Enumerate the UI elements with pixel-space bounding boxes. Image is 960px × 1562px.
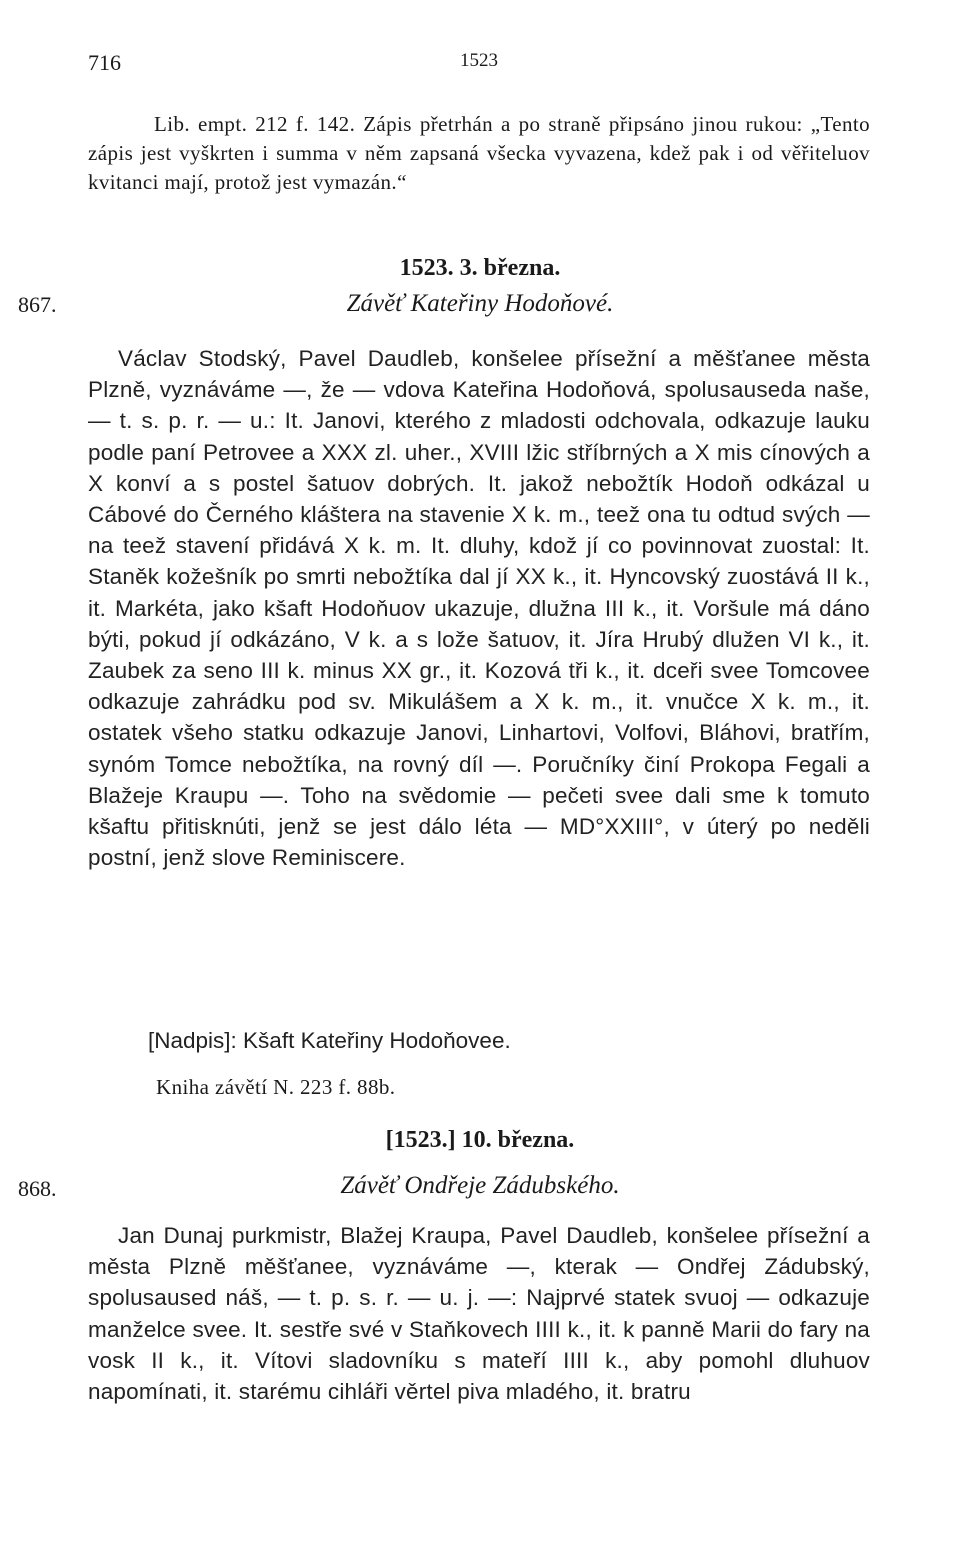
entry-868-paragraph: Jan Dunaj purkmistr, Blažej Kraupa, Pavel Daudleb, konšelee přísežní a města Plzně měšťanee, vyznáváme —, kterak — Ondřej Zádubský, spolusaused náš, — t. p. s. r. — u. j. —: Najprvé statek svuoj — odkazuje manželce svee. It. sestře své v Staňkovech IIII k., it. k panně Marii do fary na vosk II k., it. Vítovi sladovníku s mateří IIII k., aby pomohl dluhuov napomínati, it. starému cihláři věrtel piva mladého, it. bratru — [88, 1223, 870, 1405]
entry-867-number: 867. — [18, 292, 57, 317]
entry-867-paragraph: Václav Stodský, Pavel Daudleb, konšelee přísežní a měšťanee města Plzně, vyznáváme —, že — vdova Kateřina Hodoňová, spolusauseda naše, — t. s. p. r. — u.: It. Janovi, kterého z mladosti odchovala, odkazuje lauku podle paní Petrovee a XXX zl. uher., XVIII lžic stříbrných a X mis cínových a X konví a s postel šatuov dobrých. It. jakož nebožtík Hodoň odkázal u Cábové do Černého kláštera na stavenie X k. m., teež ona tu odtud svých — na teež stavení přidává X k. m. It. dluhy, kdož jí co povinnovat zuostal: It. Staněk kožešník po smrti nebožtíka dal jí XX k., it. Hyncovský zuostává II k., it. Markéta, jako kšaft Hodoňuov ukazuje, dlužna III k., it. Voršule má dáno býti, pokud jí odkázáno, V k. a s lože šatuov, it. Jíra Hrubý dlužen VI k., it. Zaubek za seno III k. minus XX gr., it. Kozová tři k., it. dceři svee Tomcovee odkazuje zahrádku pod sv. Mikulášem a X k. m., it. vnučce X k. m., it. ostatek všeho statku odkazuje Janovi, Linhartovi, Volfovi, Bláhovi, bratřím, synóm Tomce nebožtíka, na rovný díl —. Poručníky činí Prokopa Fegali a Blažeje Kraupu —. Toho na svědomie — pečeti svee dali sme k tomuto kšaftu přitisknúti, jenž se jest dálo léta — MD°XXIII°, v úterý po neděli postní, jenž slove Reminiscere. — [88, 346, 870, 871]
entry-867-inscription: [Nadpis]: Kšaft Kateřiny Hodoňovee. — [148, 1028, 511, 1053]
entry-868-title: Závěť Ondřeje Zádubského. — [340, 1172, 620, 1199]
entry-867-title: Závěť Kateřiny Hodoňové. — [346, 290, 614, 317]
entry-867-text — [88, 343, 870, 873]
entry-868-text — [88, 1220, 870, 1407]
running-head-year: 1523 — [460, 50, 498, 71]
page-header — [88, 50, 870, 80]
page-number: 716 — [88, 50, 121, 75]
note-paragraph: Lib. empt. 212 f. 142. Zápis přetrhán a po straně připsáno jinou rukou: „Tento zápis jest vyškrten i summa v něm zapsaná všecka vyvazena, kdež pak i od věřiteluov kvitanci mají, protož jest vymazán.“ — [88, 112, 870, 194]
entry-867-source: Kniha závětí N. 223 f. 88b. — [156, 1075, 396, 1099]
entry-868-number: 868. — [18, 1176, 57, 1201]
entry-868-date: [1523.] 10. března. — [385, 1127, 575, 1153]
previous-entry-note — [88, 110, 870, 197]
entry-867-date: 1523. 3. března. — [399, 255, 561, 281]
